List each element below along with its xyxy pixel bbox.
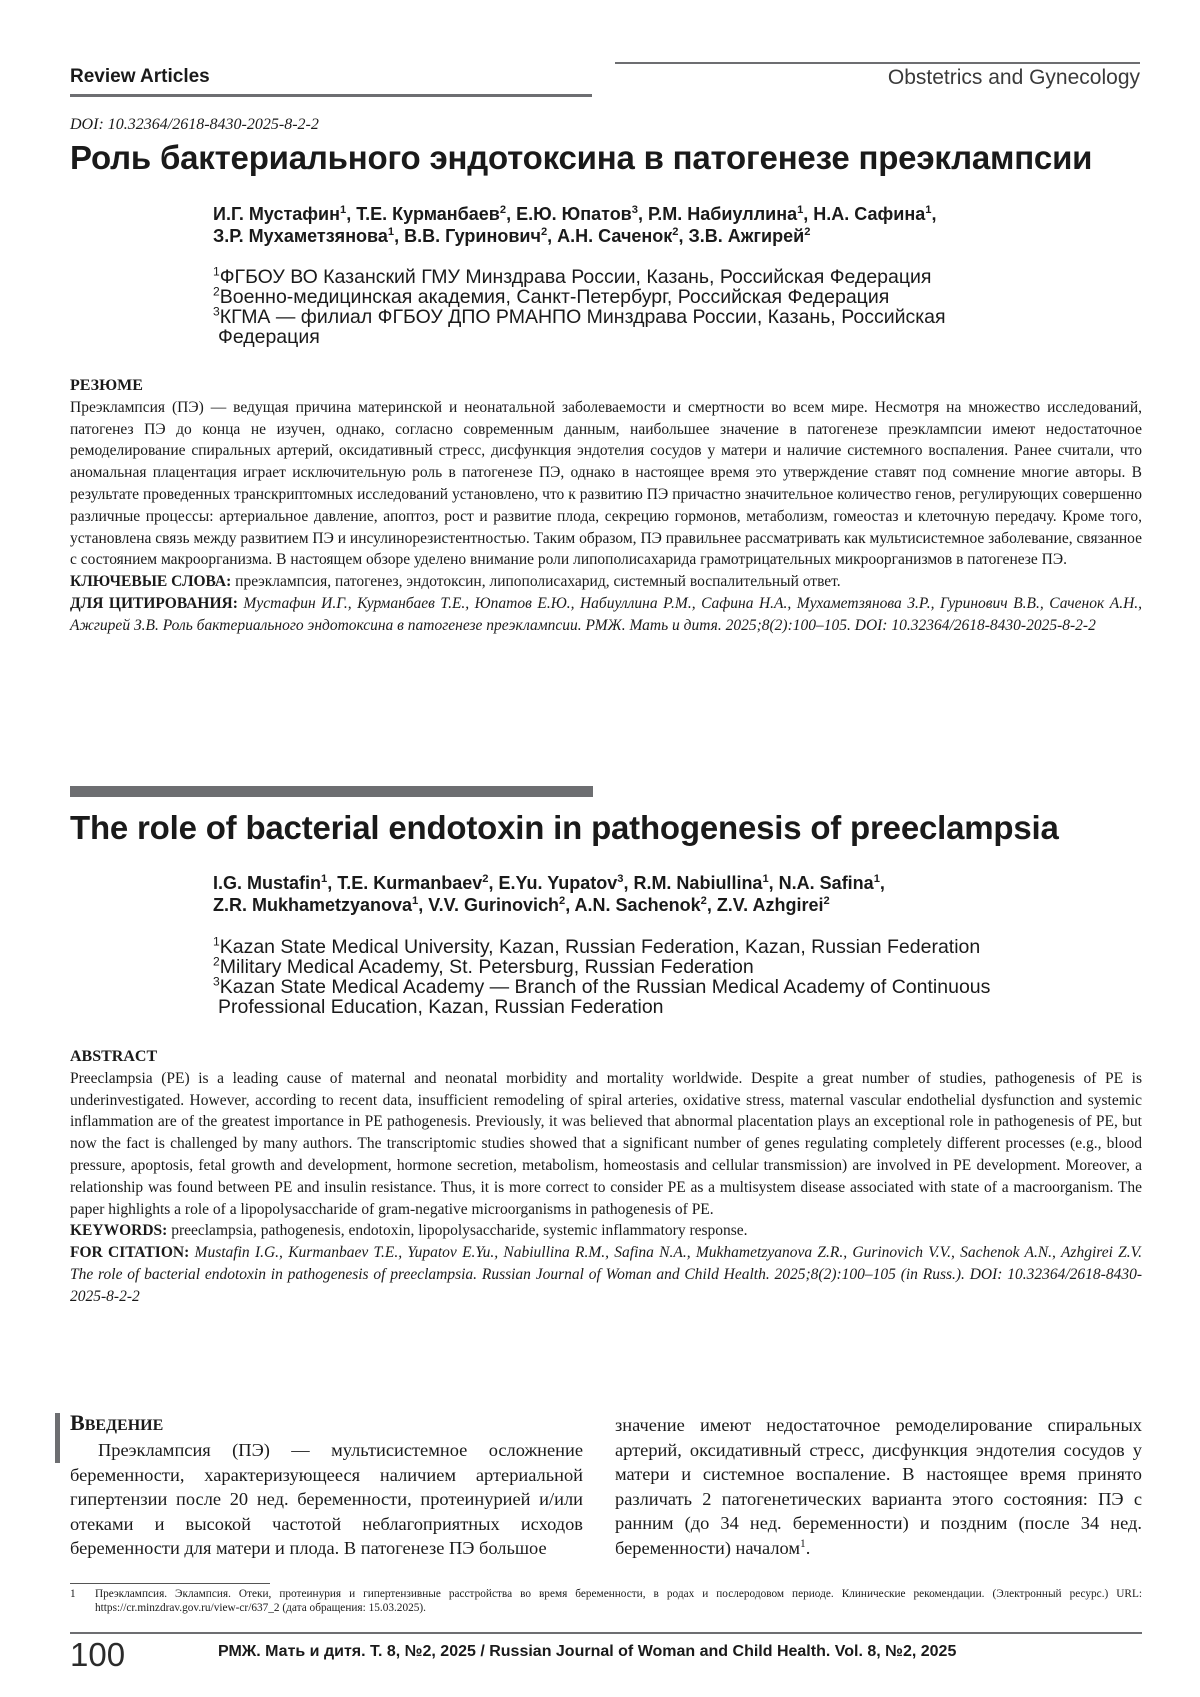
section-divider [70, 786, 593, 797]
ru-abstract-heading: РЕЗЮМЕ [70, 377, 143, 394]
en-authors [213, 872, 1093, 916]
section-label: Review Articles [70, 66, 210, 87]
en-authors-line-1: I.G. Mustafin$^1$, T.E. Kurmanbaev$^2$, E.Yu. Yupatov$^3$, R.M. Nabiullina$^1$, N.A. Safina$^1$, [213, 873, 885, 893]
ru-citation: ДЛЯ ЦИТИРОВАНИЯ: Мустафин И.Г., Курманбаев Т.Е., Юпатов Е.Ю., Набиуллина Р.М., Сафина Н.А., Мухаметзянова З.Р., Гуринович В.В., Саченок А.Н., Ажгирей З.В. Роль бактериального эндотоксина в патогенезе преэклампсии. РМЖ. Мать и дитя. 2025;8(2):100–105. DOI: 10.32364/2618-8430-2025-8-2-2 [70, 594, 1143, 634]
ru-authors [213, 203, 1093, 247]
ru-affiliation: $^2$Военно-медицинская академия, Санкт-Петербург, Российская Федерация [213, 284, 890, 308]
en-authors-line-2: Z.R. Mukhametzyanova$^1$, V.V. Gurinovich$^2$, A.N. Sachenok$^2$, Z.V. Azhgirei$^2$ [213, 895, 830, 915]
en-affiliation: $^2$Military Medical Academy, St. Petersburg, Russian Federation [213, 954, 754, 978]
en-citation: FOR CITATION: Mustafin I.G., Kurmanbaev T.E., Yupatov E.Yu., Nabiullina R.M., Safina N.A., Mukhametzyanova Z.R., Gurinovich V.V., Sachenok A.N., Azhgirei Z.V. The role of bacterial endotoxin in pathogenesis of preeclampsia. Russian Journal of Woman and Child Health. 2025;8(2):100–105 (in Russ.). DOI: 10.32364/2618-8430-2025-8-2-2 [70, 1244, 1143, 1305]
ru-title: Роль бактериального эндотоксина в патогенезе преэклампсии [70, 139, 1093, 176]
ru-abstract-text: Преэклампсия (ПЭ) — ведущая причина материнской и неонатальной заболеваемости и смертности во всем мире. Несмотря на множество исследований, патогенез ПЭ до конца не изучен, однако, согласно современным данным, наибольшее значение в патогенезе преэклампсии имеют недостаточное ремоделирование спиральных артерий, оксидативный стресс, дисфункция эндотелия сосудов у матери и наличие системного воспаления. Ранее считали, что аномальная плацентация играет исключительную роль в патогенезе ПЭ, однако в настоящее время это утверждение ставят под сомнение многие авторы. В результате проведенных транскриптомных исследований установлено, что к развитию ПЭ причастно значительное количество генов, регулирующих совершенно различные процессы: артериальное давление, апоптоз, рост и развитие плода, секрецию гормонов, метаболизм, гомеостаз и клеточную передачу. Кроме того, установлена связь между развитием ПЭ и инсулинорезистентностью. Таким образом, ПЭ правильнее рассматривать как мультисистемное заболевание, связанное с состоянием макроорганизма. В настоящем обзоре уделено внимание роли липополисахарида грамотрицательных микроорганизмов в патогенезе ПЭ. [70, 398, 1142, 569]
footnote-number: 1 [70, 1588, 76, 1600]
ru-affiliation: $^1$ФГБОУ ВО Казанский ГМУ Минздрава России, Казань, Российская Федерация [213, 264, 932, 288]
intro-heading: ВВЕДЕНИЕ [70, 1410, 164, 1435]
intro-left-column: Преэклампсия (ПЭ) — мультисистемное осложнение беременности, характеризующееся наличием артериальной гипертензии после 20 нед. беременности, протеинурией и/или отеками и высокой частотой неблагоприятных исходов беременности для матери и плода. В патогенезе ПЭ большое [70, 1440, 583, 1558]
ru-authors-line-2: З.Р. Мухаметзянова$^1$, В.В. Гуринович$^2$, А.Н. Саченок$^2$, З.В. Ажгирей$^2$ [213, 226, 811, 246]
en-affiliation-continued: Professional Education, Kazan, Russian Federation [218, 996, 664, 1018]
en-affiliation: $^1$Kazan State Medical University, Kazan, Russian Federation, Kazan, Russian Federation [213, 934, 981, 958]
page-number: 100 [70, 1636, 126, 1673]
footnote [70, 1587, 1142, 1615]
footer-rule [70, 1632, 1142, 1634]
journal-field-label: Obstetrics and Gynecology [887, 66, 1140, 89]
en-affiliation: $^3$Kazan State Medical Academy — Branch of the Russian Medical Academy of Continuous [213, 974, 991, 998]
ru-affiliations [213, 264, 1113, 348]
intro-right-column: значение имеют недостаточное ремоделирование спиральных артерий, оксидативный стресс, дисфункция эндотелия сосудов у матери и системное воспаление. В настоящее время принято различать 2 патогенетических варианта этого состояния: ПЭ с ранним (до 34 нед. беременности) и поздним (после 34 нед. беременности) началом$^1$. [615, 1415, 1142, 1558]
ru-authors-line-1: И.Г. Мустафин$^1$, Т.Е. Курманбаев$^2$, Е.Ю. Юпатов$^3$, Р.М. Набиуллина$^1$, Н.А. Сафина$^1$, [213, 204, 937, 224]
journal-footer: РМЖ. Мать и дитя. Т. 8, №2, 2025 / Russian Journal of Woman and Child Health. Vol. 8, №2, 2025 [218, 1643, 957, 1660]
en-affiliations [213, 934, 1113, 1018]
ru-abstract-block [70, 375, 1142, 637]
en-abstract-text: Preeclampsia (PE) is a leading cause of maternal and neonatal morbidity and mortality worldwide. Despite a great number of studies, pathogenesis of PE is underinvestigated. However, according to recent data, insufficient remodeling of spiral arteries, oxidative stress, maternal vascular endothelial dysfunction and systemic inflammation are of the greatest importance in PE pathogenesis. Previously, it was believed that abnormal placentation plays an exceptional role in pathogenesis of PE, but now the fact is challenged by many authors. The transcriptomic studies showed that a significant number of genes regulating completely different processes (e.g., blood pressure, apoptosis, fetal growth and development, hormone secretion, metabolism, homeostasis and cellular transmission) are involved in PE development. Moreover, a relationship was found between PE and insulin resistance. Thus, it is more correct to consider PE as a multisystem disease associated with state of a macroorganism. The paper highlights a role of a lipopolysaccharide of gram-negative microorganisms in pathogenesis of PE. [70, 1069, 1142, 1218]
footnote-text: Преэклампсия. Эклампсия. Отеки, протеинурия и гипертензивные расстройства во время беременности, в родах и послеродовом периоде. Клинические рекомендации. (Электронный ресурс.) URL: https://cr.minzdrav.gov.ru/view-cr/637_2 (дата обращения: 15.03.2025). [95, 1588, 1142, 1614]
ru-keywords: КЛЮЧЕВЫЕ СЛОВА: преэклампсия, патогенез, эндотоксин, липополисахарид, системный воспалительный ответ. [70, 573, 841, 591]
en-keywords: KEYWORDS: preeclampsia, pathogenesis, endotoxin, lipopolysaccharide, systemic inflammatory response. [70, 1222, 748, 1240]
intro-heading-bar [55, 1413, 60, 1463]
header-left-rule [70, 94, 592, 97]
en-abstract-block [70, 1046, 1142, 1308]
header-right-rule [615, 62, 1140, 64]
footnote-rule [70, 1583, 270, 1584]
en-abstract-heading: ABSTRACT [70, 1048, 158, 1065]
ru-affiliation: $^3$КГМА — филиал ФГБОУ ДПО РМАНПО Минздрава России, Казань, Российская [213, 304, 946, 328]
ru-affiliation-continued: Федерация [218, 326, 320, 348]
en-title: The role of bacterial endotoxin in pathogenesis of preeclampsia [70, 809, 1059, 846]
doi: DOI: 10.32364/2618-8430-2025-8-2-2 [70, 116, 319, 133]
